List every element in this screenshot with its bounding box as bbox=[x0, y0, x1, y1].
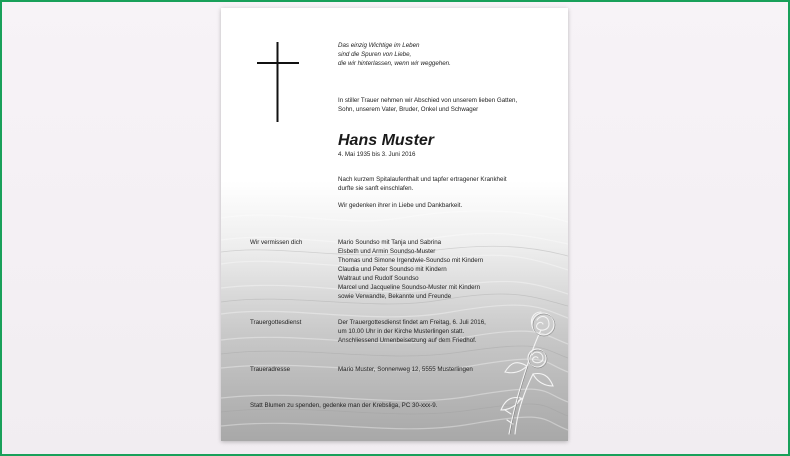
mourner-line: Waltraut und Rudolf Soundso bbox=[338, 275, 419, 282]
illness-line-2: durfte sie sanft einschlafen. bbox=[338, 185, 414, 192]
quote-line-1: Das einzig Wichtige im Leben bbox=[338, 42, 420, 49]
mourner-line: sowie Verwandte, Bekannte und Freunde bbox=[338, 293, 452, 300]
service-label: Trauergottesdienst bbox=[250, 319, 302, 326]
intro-line-2: Sohn, unserem Vater, Bruder, Onkel und Schwager bbox=[338, 106, 479, 113]
mourner-line: Mario Soundso mit Tanja und Sabrina bbox=[338, 239, 442, 246]
service-line-3: Anschliessend Urnenbeisetzung auf dem Friedhof. bbox=[338, 337, 477, 344]
obituary-card bbox=[221, 8, 568, 441]
mourner-line: Marcel und Jacqueline Soundso-Muster mit Kindern bbox=[338, 284, 481, 291]
life-dates: 4. Mai 1935 bis 3. Juni 2016 bbox=[338, 151, 416, 158]
donation-note: Statt Blumen zu spenden, gedenke man der Krebsliga, PC 30-xxx-9. bbox=[250, 402, 438, 409]
mourner-line: Claudia und Peter Soundso mit Kindern bbox=[338, 266, 447, 273]
address-text: Mario Muster, Sonnenweg 12, 5555 Musterlingen bbox=[338, 366, 473, 373]
intro-line-1: In stiller Trauer nehmen wir Abschied von unserem lieben Gatten, bbox=[338, 97, 518, 104]
illness-line-1: Nach kurzem Spitalaufenthalt und tapfer ertragener Krankheit bbox=[338, 176, 507, 183]
service-line-1: Der Trauergottesdienst findet am Freitag, 6. Juli 2016, bbox=[338, 319, 486, 326]
mourner-line: Thomas und Simone Irgendwie-Soundso mit Kindern bbox=[338, 257, 484, 264]
mourners-label: Wir vermissen dich bbox=[250, 239, 303, 246]
gratitude-text: Wir gedenken ihrer in Liebe und Dankbarkeit. bbox=[338, 202, 463, 209]
mourner-line: Elsbeth und Armin Soundso-Muster bbox=[338, 248, 436, 255]
deceased-name: Hans Muster bbox=[338, 132, 435, 149]
quote-line-3: die wir hinterlassen, wenn wir weggehen. bbox=[338, 60, 451, 67]
cross-icon bbox=[257, 42, 299, 122]
quote-line-2: sind die Spuren von Liebe, bbox=[338, 51, 412, 58]
address-label: Traueradresse bbox=[250, 366, 291, 373]
rose-illustration bbox=[487, 302, 559, 436]
service-line-2: um 10.00 Uhr in der Kirche Musterlingen statt. bbox=[338, 328, 465, 335]
